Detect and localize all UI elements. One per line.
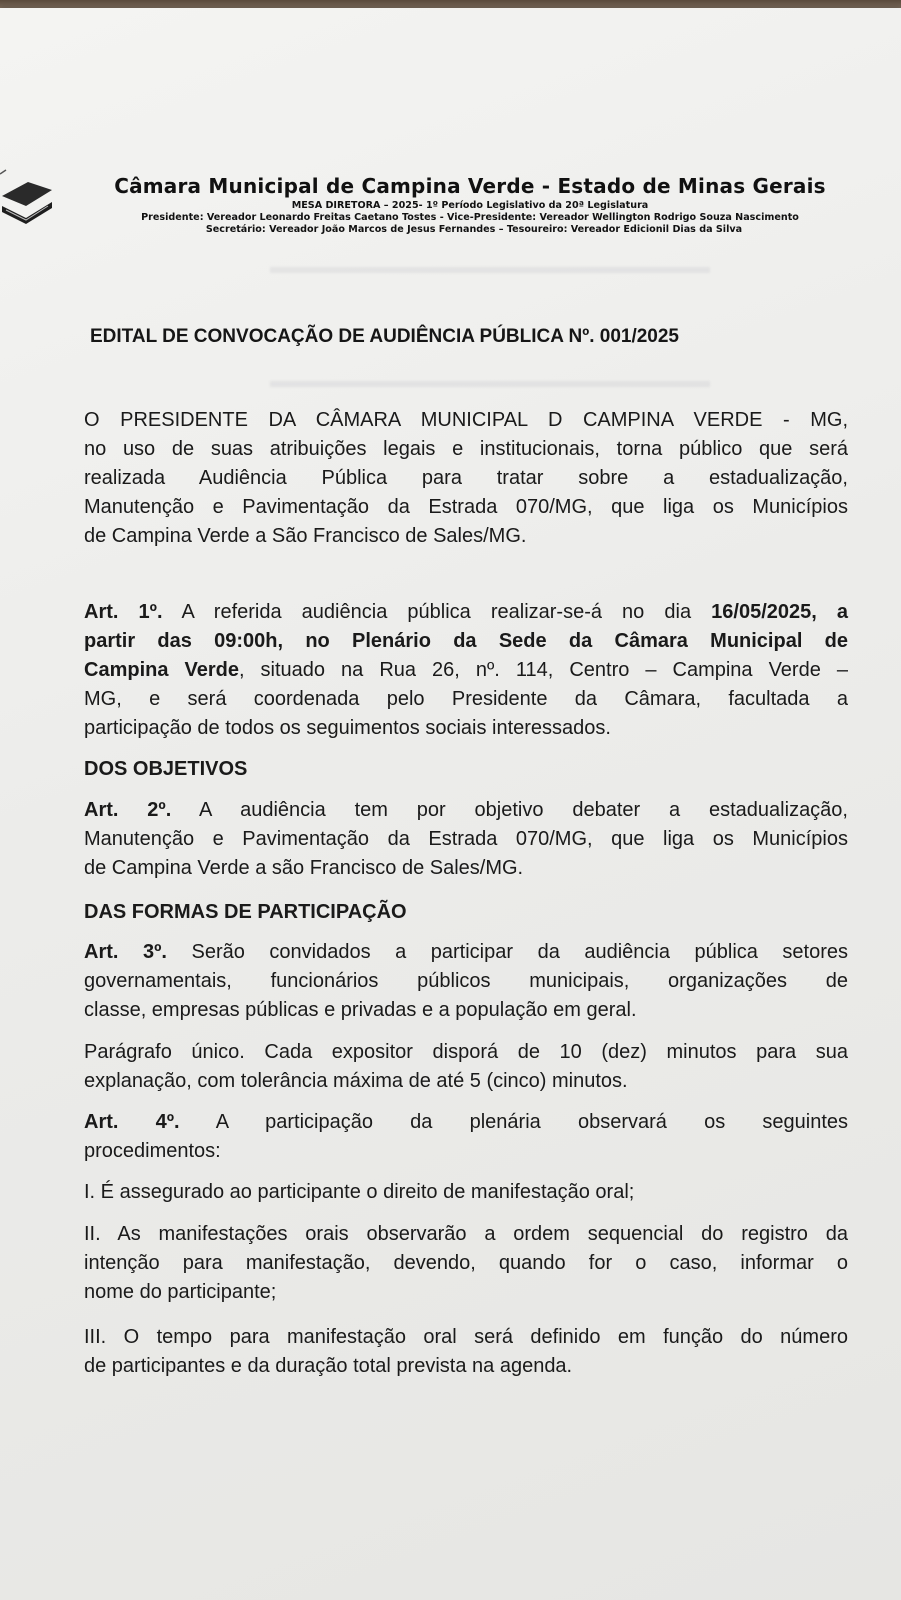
letterhead	[60, 174, 880, 236]
intro-paragraph	[84, 406, 848, 551]
article-text: procedimentos:	[84, 1140, 221, 1162]
paragrafo-unico	[84, 1038, 848, 1096]
edital-title: EDITAL DE CONVOCAÇÃO DE AUDIÊNCIA PÚBLICA Nº. 001/2025	[90, 326, 679, 347]
chamber-title: Câmara Municipal de Campina Verde - Estado de Minas Gerais	[114, 174, 826, 198]
article-text: Serão convidados a participar da audiência pública setores	[166, 941, 849, 963]
board-members-line-2: Secretário: Vereador João Marcos de Jesus Fernandes – Tesoureiro: Vereador Edicionil Dias da Silva	[205, 224, 743, 235]
section-heading-objetivos: DOS OBJETIVOS	[84, 758, 248, 780]
article-3	[84, 938, 848, 1025]
mesa-diretora-line: MESA DIRETORA – 2025- 1º Período Legislativo da 20ª Legislatura	[291, 200, 649, 211]
article-label: Art. 2º.	[84, 799, 172, 821]
intro-line: Manutenção e Pavimentação da Estrada 070/MG, que liga os Municípios	[84, 496, 848, 518]
article-label: Art. 3º.	[84, 941, 167, 963]
article-date: 16/05/2025, a	[711, 601, 849, 623]
article-text: A audiência tem por objetivo debater a estadualização,	[171, 799, 848, 821]
intro-line: realizada Audiência Pública para tratar sobre a estadualização,	[84, 467, 848, 489]
item-text: III. O tempo para manifestação oral será definido em função do número	[84, 1326, 848, 1348]
document-page	[0, 8, 901, 1600]
article-text: governamentais, funcionários públicos municipais, organizações de	[84, 970, 848, 992]
item-text: de participantes e da duração total prevista na agenda.	[84, 1355, 573, 1377]
item-text: nome do participante;	[84, 1281, 277, 1303]
bleed-through-text: ▬▬▬▬▬▬▬▬▬▬▬▬▬▬▬▬▬▬▬▬▬▬	[270, 256, 710, 278]
intro-line: no uso de suas atribuições legais e institucionais, torna público que será	[84, 438, 848, 460]
article-2	[84, 796, 848, 883]
intro-line: O PRESIDENTE DA CÂMARA MUNICIPAL D CAMPINA VERDE - MG,	[84, 409, 848, 431]
article-4	[84, 1108, 848, 1166]
article-1	[84, 598, 848, 743]
item-text: I. É assegurado ao participante o direito de manifestação oral;	[84, 1181, 635, 1203]
article-text-bold: partir das 09:00h, no Plenário da Sede da Câmara Municipal de	[84, 630, 848, 652]
intro-line: de Campina Verde a São Francisco de Sales/MG.	[84, 525, 527, 547]
item-text: II. As manifestações orais observarão a ordem sequencial do registro da	[84, 1223, 848, 1245]
item-ii	[84, 1220, 848, 1307]
article-text: participação de todos os seguimentos sociais interessados.	[84, 717, 611, 739]
article-text: classe, empresas públicas e privadas e a população em geral.	[84, 999, 637, 1021]
article-text-bold: Campina Verde	[84, 659, 239, 681]
item-text: intenção para manifestação, devendo, quando for o caso, informar o	[84, 1252, 848, 1274]
article-text: , situado na Rua 26, nº. 114, Centro – Campina Verde –	[238, 659, 848, 681]
article-text: de Campina Verde a são Francisco de Sales/MG.	[84, 857, 524, 879]
item-iii	[84, 1323, 848, 1381]
paragraph-text: Parágrafo único. Cada expositor disporá de 10 (dez) minutos para sua	[84, 1041, 848, 1063]
article-text: A participação da plenária observará os seguintes	[179, 1111, 849, 1133]
item-i	[84, 1178, 848, 1207]
article-label: Art. 4º.	[84, 1111, 180, 1133]
board-members-line-1: Presidente: Vereador Leonardo Freitas Caetano Tostes - Vice-Presidente: Vereador Wellington Rodrigo Souza Nascimento	[141, 212, 799, 223]
open-book-logo-icon	[0, 168, 56, 240]
paragraph-text: explanação, com tolerância máxima de até 5 (cinco) minutos.	[84, 1070, 628, 1092]
bleed-through-text: ▬▬▬▬▬▬▬▬▬▬▬▬▬▬▬▬▬▬▬▬▬▬	[270, 370, 710, 392]
article-text: Manutenção e Pavimentação da Estrada 070/MG, que liga os Municípios	[84, 828, 848, 850]
article-text: A referida audiência pública realizar-se-á no dia	[162, 601, 712, 623]
article-label: Art. 1º.	[84, 601, 163, 623]
section-heading-participacao: DAS FORMAS DE PARTICIPAÇÃO	[84, 901, 407, 923]
article-text: MG, e será coordenada pelo Presidente da Câmara, facultada a	[84, 688, 848, 710]
